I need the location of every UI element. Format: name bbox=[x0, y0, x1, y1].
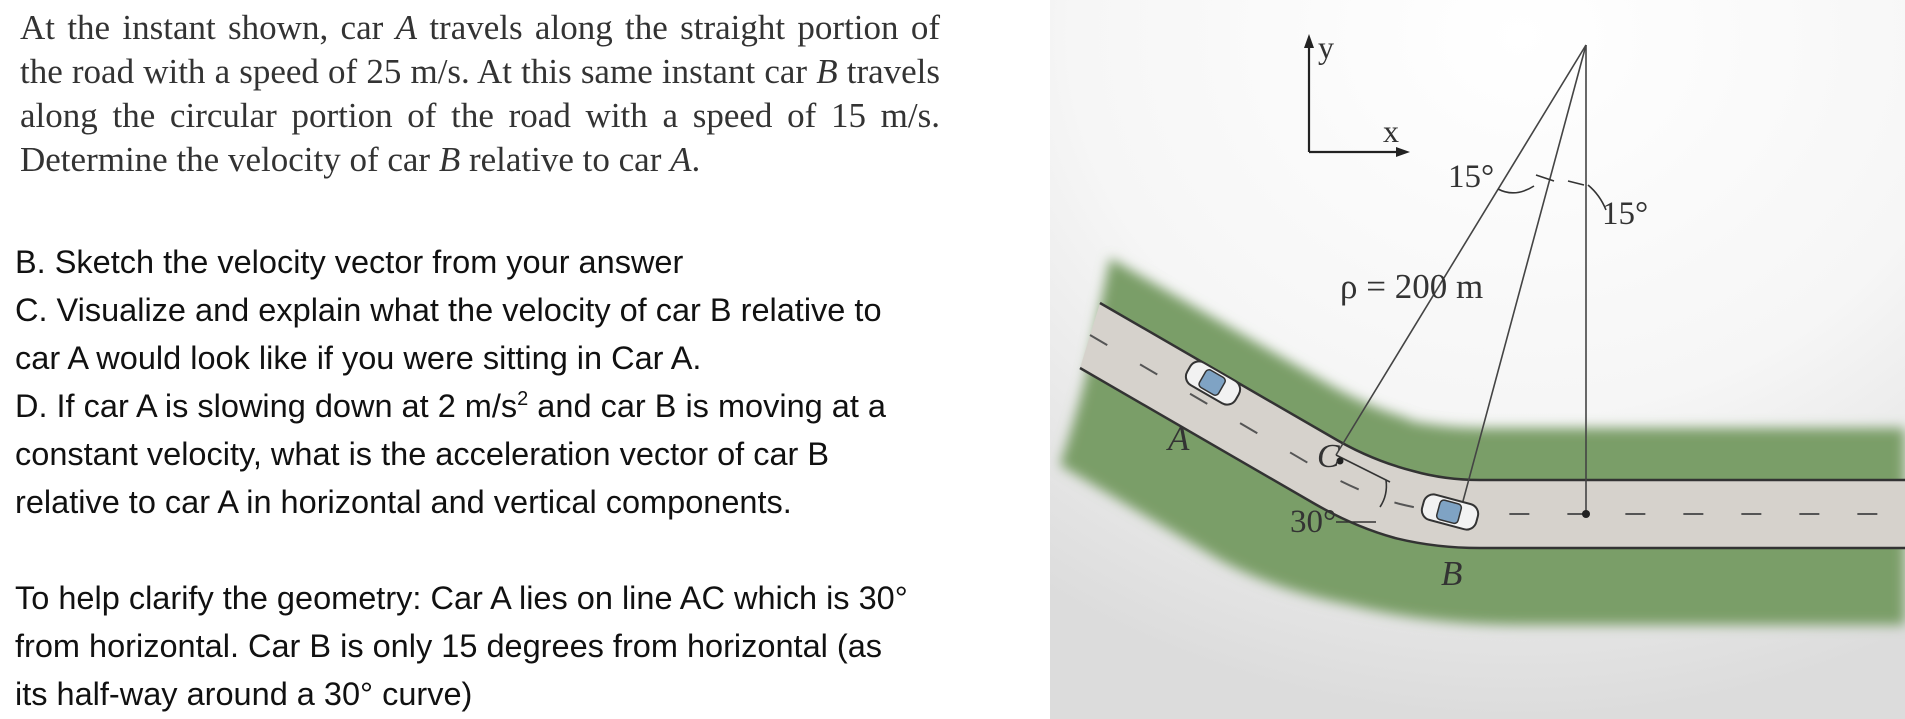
point-c-label: C bbox=[1317, 438, 1340, 475]
car-b-label: B bbox=[816, 52, 838, 91]
car-b-label-2: B bbox=[438, 140, 461, 179]
question-b: B. Sketch the velocity vector from your answer bbox=[15, 244, 684, 280]
question-list bbox=[15, 238, 1015, 718]
problem-text-1: At the instant shown, car bbox=[20, 8, 384, 47]
radius-label: ρ = 200 m bbox=[1340, 267, 1484, 306]
problem-period: . bbox=[691, 140, 701, 179]
problem-text-4: relative to car bbox=[468, 140, 662, 179]
angle-30-label: 30° bbox=[1290, 504, 1337, 540]
angle-label-right: 15° bbox=[1602, 196, 1649, 232]
axis-y-label: y bbox=[1318, 29, 1334, 65]
question-d-text-b: and car B is moving at a bbox=[528, 388, 886, 424]
road-diagram bbox=[1050, 0, 1905, 719]
car-a-label-2: A bbox=[670, 140, 692, 179]
spacer bbox=[15, 526, 1015, 574]
angle-label-left: 15° bbox=[1448, 159, 1495, 195]
question-d-text-a: D. If car A is slowing down at 2 m/s bbox=[15, 388, 518, 424]
question-c-line1: C. Visualize and explain what the velocity of car B relative to bbox=[15, 292, 882, 328]
question-d-line2: constant velocity, what is the acceleration vector of car B bbox=[15, 436, 830, 472]
clarify-line3: its half-way around a 30° curve) bbox=[15, 676, 473, 712]
question-d-line1 bbox=[15, 382, 1015, 430]
clarify-line1: To help clarify the geometry: Car A lies on line AC which is 30° bbox=[15, 580, 908, 616]
point-b-label: B bbox=[1441, 554, 1463, 593]
question-d-line3: relative to car A in horizontal and vertical components. bbox=[15, 484, 792, 520]
axis-x-label: x bbox=[1383, 113, 1399, 149]
problem-text-3: travels along the circular portion of the road with a speed of 15 m/s. Determine the velocity of car bbox=[20, 52, 941, 179]
car-a-label: A bbox=[395, 8, 417, 47]
problem-text-2: travels along the straight portion of the road with a speed of 25 m/s. At this same instant car bbox=[20, 8, 940, 91]
center-point bbox=[1582, 510, 1590, 518]
point-a-label: A bbox=[1168, 419, 1190, 458]
clarify-line2: from horizontal. Car B is only 15 degrees from horizontal (as bbox=[15, 628, 883, 664]
question-c-line2: car A would look like if you were sitting in Car A. bbox=[15, 340, 702, 376]
question-d-superscript: 2 bbox=[517, 388, 529, 411]
problem-statement bbox=[20, 6, 940, 182]
